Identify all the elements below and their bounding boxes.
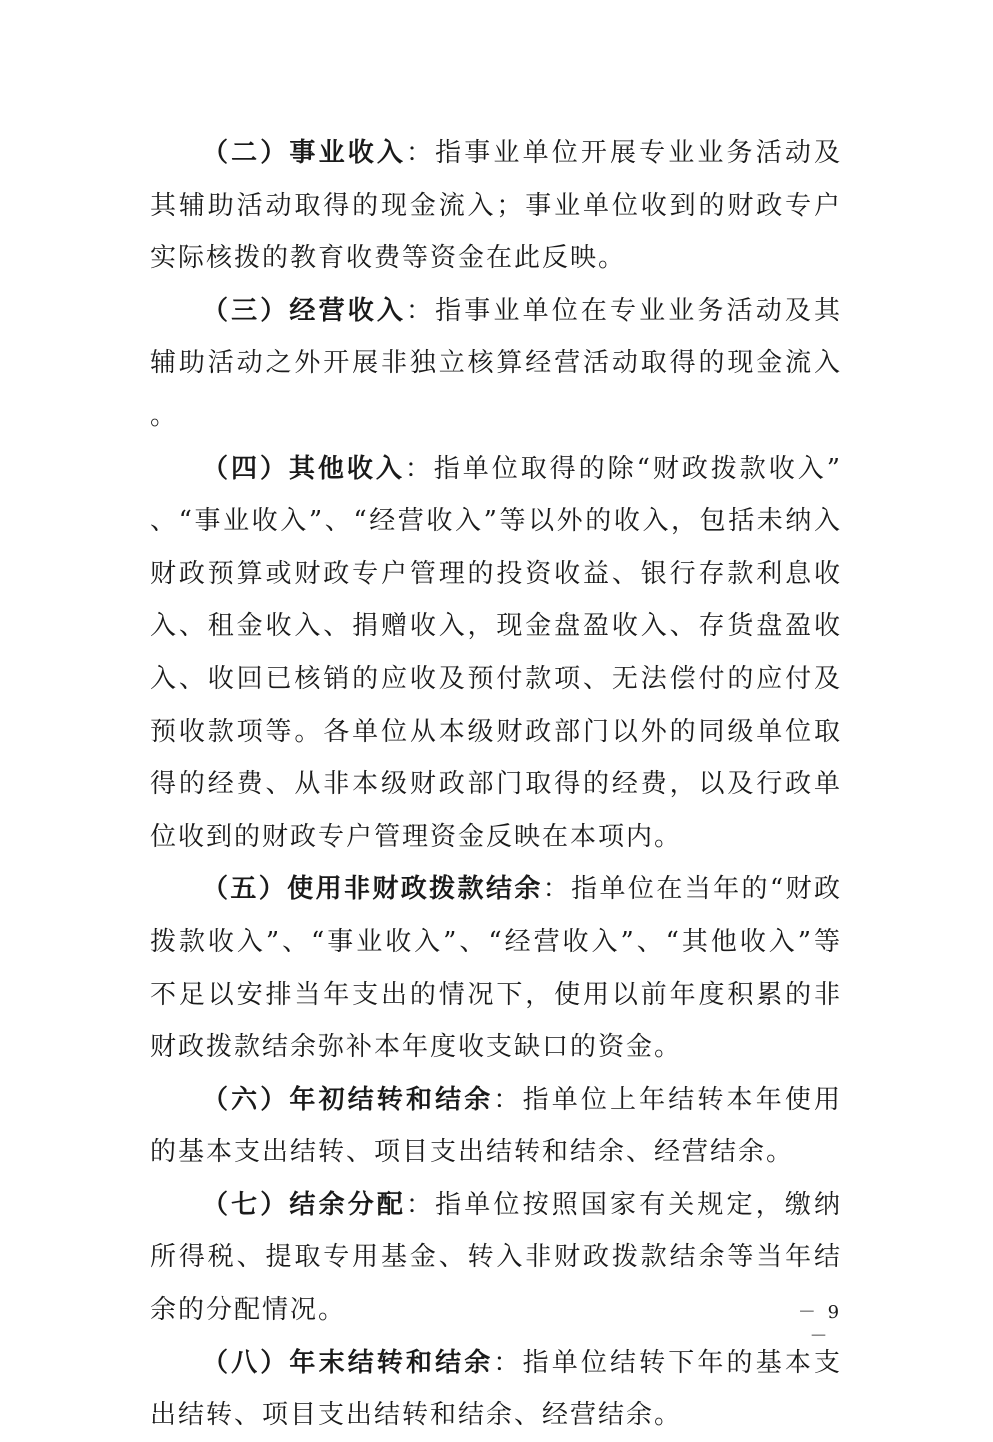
paragraph-heading: （八）年末结转和结余 (202, 1347, 494, 1378)
paragraph-text: ：指单位结转下年的基本支出结转、项目支出结转和结余、经营结余。 (150, 1347, 842, 1431)
paragraph-text: ：指事业单位开展专业业务活动及其辅助活动取得的现金流入；事业单位收到的财政专户实际核拨的教育收费等资金在此反映。 (150, 138, 842, 274)
paragraph-heading: （四）其他收入 (202, 453, 405, 484)
paragraph-text: ：指单位上年结转本年使用的基本支出结转、项目支出结转和结余、经营结余。 (150, 1084, 842, 1168)
paragraph-text: ：指单位取得的除“财政拨款收入”、“事业收入”、“经营收入”等以外的收入，包括未纳入财政预算或财政专户管理的投资收益、银行存款利息收入、租金收入、捐赠收入，现金盘盈收入、存货盘盈收入、收回已核销的应收及预付款项、无法偿付的应付及预收款项等。各单位从本级财政部门以外的同级单位取得的经费、从非本级财政部门取得的经费，以及行政单位收到的财政专户管理资金反映在本项内。 (150, 453, 842, 852)
paragraph-text: ：指事业单位在专业业务活动及其辅助活动之外开展非独立核算经营活动取得的现金流入。 (150, 295, 842, 431)
paragraph-heading: （二）事业收入 (202, 138, 406, 168)
paragraph-closing-carryover (150, 1337, 842, 1442)
paragraph-surplus-distribution (150, 1179, 842, 1337)
paragraph-text: ：指单位按照国家有关规定，缴纳所得税、提取专用基金、转入非财政拨款结余等当年结余的分配情况。 (150, 1189, 842, 1326)
paragraph-heading: （六）年初结转和结余 (202, 1084, 494, 1115)
paragraph-opening-carryover (150, 1074, 842, 1179)
paragraph-business-income (150, 127, 842, 285)
paragraph-text: ：指单位在当年的“财政拨款收入”、“事业收入”、“经营收入”、“其他收入”等不足以安排当年支出的情况下，使用以前年度积累的非财政拨款结余弥补本年度收支缺口的资金。 (150, 874, 842, 1063)
paragraph-other-income (150, 443, 842, 864)
page-number: － 9 － (797, 1302, 843, 1347)
paragraph-heading: （七）结余分配 (202, 1189, 406, 1220)
document-body (150, 127, 842, 1442)
paragraph-operating-income (150, 285, 842, 443)
paragraph-heading: （三）经营收入 (202, 295, 406, 326)
paragraph-non-fiscal-balance-use (150, 863, 842, 1073)
paragraph-heading: （五）使用非财政拨款结余 (202, 874, 543, 905)
